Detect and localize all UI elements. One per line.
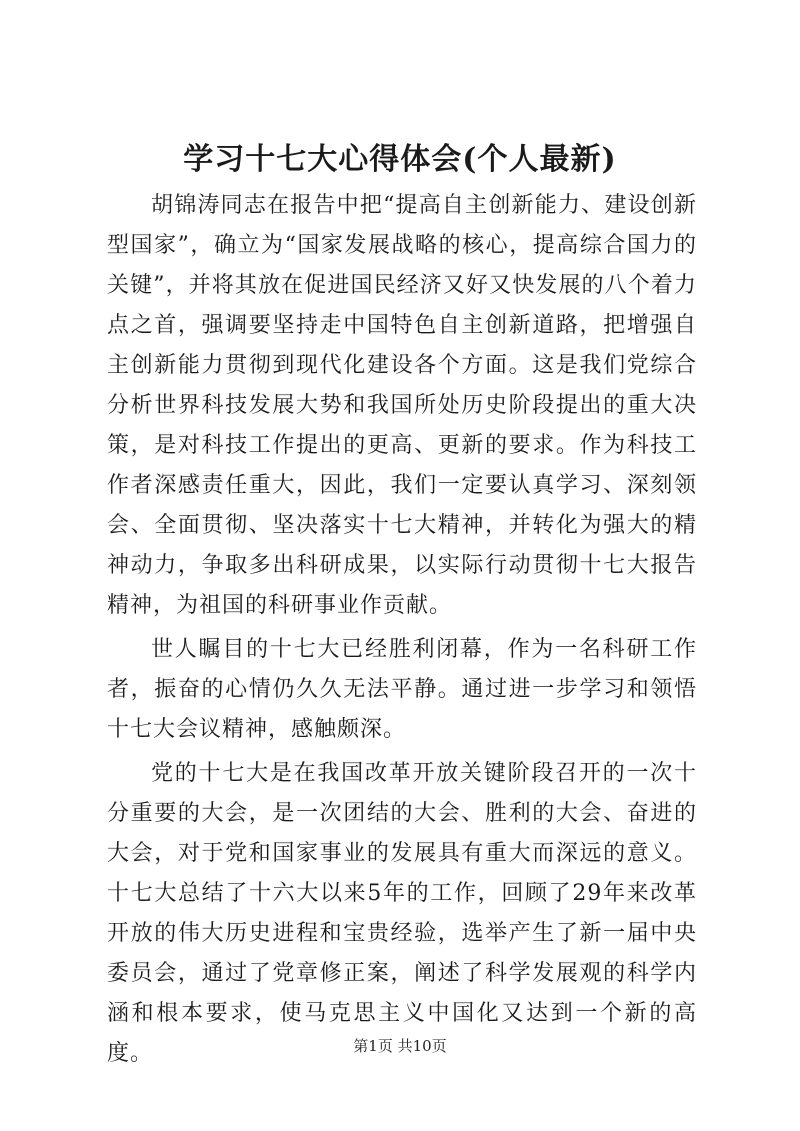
paragraph: 世人瞩目的十七大已经胜利闭幕，作为一名科研工作者，振奋的心情仍久久无法平静。通过进一步学习和领悟十七大会议精神，感触颇深。	[107, 637, 697, 742]
paragraph: 胡锦涛同志在报告中把“提高自主创新能力、建设创新型国家”，确立为“国家发展战略的核心，提高综合国力的关键”，并将其放在促进国民经济又好又快发展的八个着力点之首，强调要坚持走中国特色自主创新道路，把增强自主创新能力贯彻到现代化建设各个方面。这是我们党综合分析世界科技发展大势和我国所处历史阶段提出的重大决策，是对科技工作提出的更高、更新的要求。作为科技工作者深感责任重大，因此，我们一定要认真学习、深刻领会、全面贯彻、坚决落实十七大精神，并转化为强大的精神动力，争取多出科研成果，以实际行动贯彻十七大报告精神，为祖国的科研事业作贡献。	[107, 193, 697, 618]
paragraph: 党的十七大是在我国改革开放关键阶段召开的一次十分重要的大会，是一次团结的大会、胜利的大会、奋进的大会，对于党和国家事业的发展具有重大而深远的意义。十七大总结了十六大以来5年的工作，回顾了29年来改革开放的伟大历史进程和宝贵经验，选举产生了新一届中央委员会，通过了党章修正案，阐述了科学发展观的科学内涵和根本要求，使马克思主义中国化又达到一个新的高度。	[107, 761, 697, 1066]
document-title: 学习十七大心得体会(个人最新)	[183, 142, 617, 177]
page-footer: 第1页 共10页	[353, 1037, 447, 1055]
document-body	[107, 186, 697, 1078]
